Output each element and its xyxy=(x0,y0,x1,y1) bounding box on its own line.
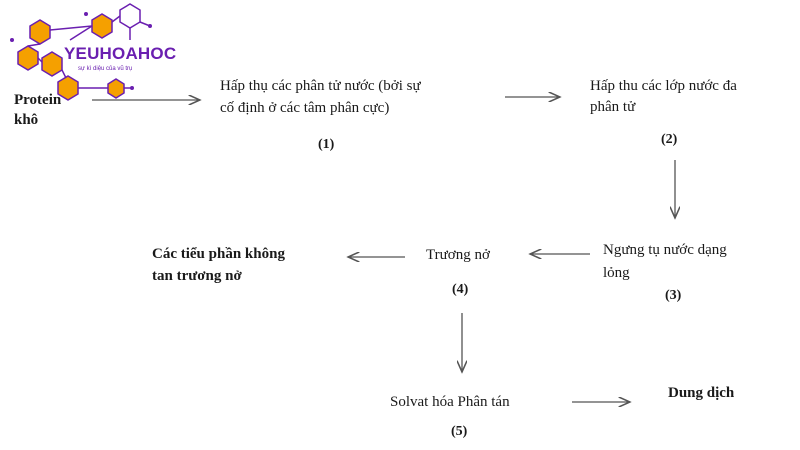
node-step1-line2: cố định ở các tâm phân cực) xyxy=(220,100,390,116)
node-step3-line1: Ngưng tụ nước dạng xyxy=(603,242,727,258)
node-step5-label: Solvat hóa Phân tán xyxy=(390,394,510,410)
step3-number: (3) xyxy=(665,288,682,303)
step4-number: (4) xyxy=(452,282,469,297)
node-insoluble-line1: Các tiểu phần không xyxy=(152,246,285,262)
node-insoluble-line2: tan trương nở xyxy=(152,268,242,284)
node-step3-line2: lỏng xyxy=(603,265,630,281)
logo-brand: YEUHOAHOC xyxy=(64,44,177,63)
step5-number: (5) xyxy=(451,424,468,439)
step1-number: (1) xyxy=(318,137,335,152)
node-step1-line1: Hấp thụ các phân tử nước (bởi sự xyxy=(220,78,421,94)
node-protein-line2: khô xyxy=(14,112,39,128)
node-solution: Dung dịch xyxy=(668,385,735,401)
node-protein-line1: Protein xyxy=(14,92,62,108)
node-step2-line1: Hấp thu các lớp nước đa xyxy=(590,78,737,94)
node-step2-line2: phân tử xyxy=(590,99,636,115)
node-step4-label: Trương nở xyxy=(426,247,490,263)
step2-number: (2) xyxy=(661,132,678,147)
logo-tagline: sự kì diệu của vũ trụ xyxy=(78,66,133,72)
